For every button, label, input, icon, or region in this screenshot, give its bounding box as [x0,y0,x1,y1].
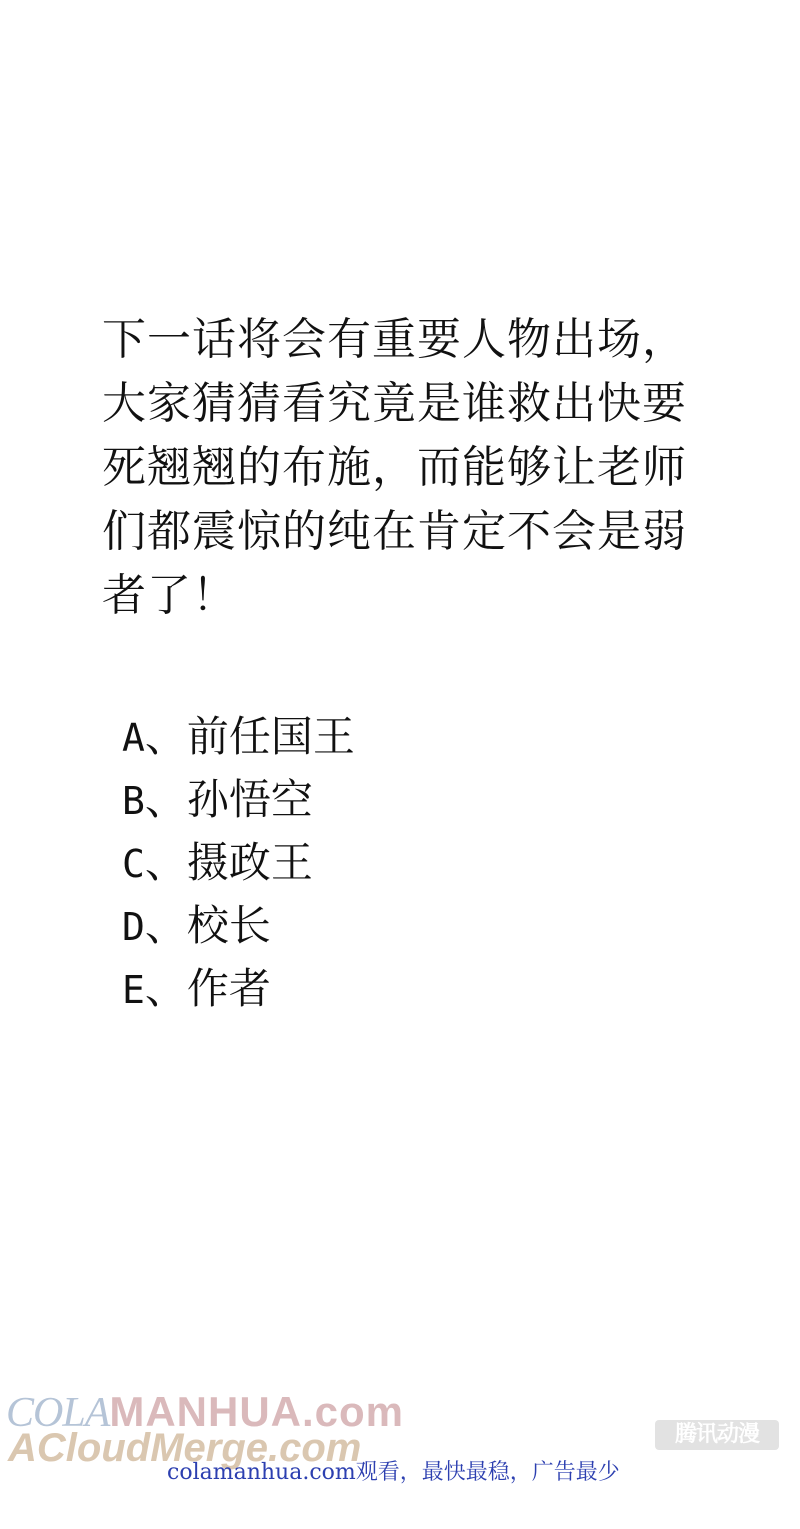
option-text: 前任国王 [186,712,355,761]
option-separator: 、 [144,775,187,824]
announcement-line: 大家猜猜看究竟是谁救出快要 [102,378,687,429]
announcement-line: 们都震惊的纯在肯定不会是弱 [102,506,687,557]
watermark-cola: COLA [6,1390,110,1436]
option-text: 校长 [186,901,271,950]
option-a [122,706,355,769]
option-text: 摄政王 [186,838,313,887]
option-letter: E [122,968,145,1012]
announcement-line: 死翘翘的布施，而能够让老师 [102,442,687,493]
announcement-line: 下一话将会有重要人物出场， [102,314,687,365]
option-letter: A [122,716,145,760]
option-b [122,769,355,832]
option-c [122,832,355,895]
announcement-text [102,308,722,628]
option-text: 作者 [186,964,271,1013]
option-letter: D [122,905,145,949]
option-text: 孙悟空 [186,775,313,824]
option-e [122,958,355,1021]
watermark-notice: colamanhua.com观看，最快最稳，广告最少 [167,1460,620,1485]
answer-options [122,706,355,1021]
tencent-comic-logo: 腾讯动漫 [655,1420,779,1450]
announcement-line: 者了！ [102,570,237,621]
watermark-manhua: MANHUA.com [109,1388,405,1435]
option-d [122,895,355,958]
acloudmerge-watermark: ACloudMerge.com [8,1426,362,1470]
option-separator: 、 [144,712,187,761]
option-letter: C [122,842,145,886]
option-separator: 、 [144,964,187,1013]
watermark-area [0,1378,800,1529]
option-separator: 、 [144,838,187,887]
option-separator: 、 [144,901,187,950]
option-letter: B [122,779,145,823]
